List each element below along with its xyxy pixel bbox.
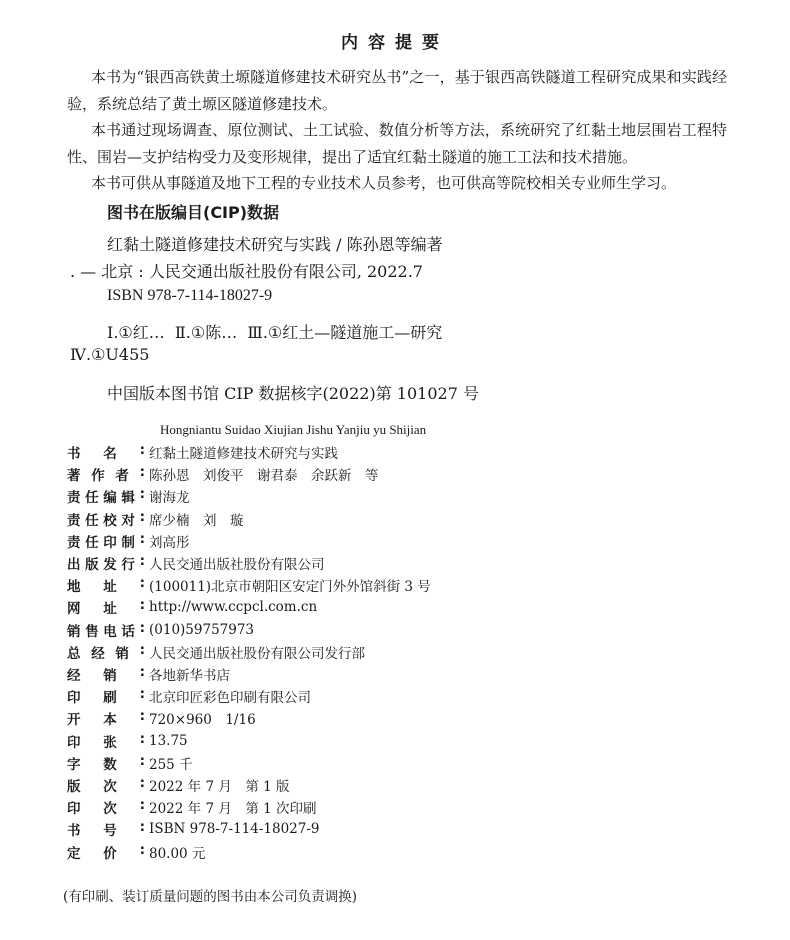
info-label <box>67 842 145 862</box>
info-row <box>67 707 256 729</box>
label-char: 刷 <box>103 690 117 707</box>
label-char: 张 <box>103 734 117 751</box>
info-label <box>67 509 145 529</box>
label-char: 责 <box>67 534 81 551</box>
summary-paragraph: 本书可供从事隧道及地下工程的专业技术人员参考，也可供高等院校相关专业师生学习。 <box>91 174 677 192</box>
label-char: 字 <box>67 756 81 773</box>
label-char: 任 <box>85 490 99 507</box>
cip-classification-line: Ⅳ.①U455 <box>70 345 150 364</box>
info-value: 13.75 <box>149 732 188 749</box>
label-char: 销 <box>67 623 81 640</box>
info-label <box>67 597 145 617</box>
label-char: 名 <box>103 446 117 462</box>
info-row <box>67 530 190 552</box>
info-value: 各地新华书店 <box>149 668 230 684</box>
label-char: 本 <box>103 712 117 729</box>
label-char: 销 <box>103 668 117 684</box>
info-row <box>67 730 188 752</box>
label-char: 价 <box>103 845 117 862</box>
info-label <box>67 575 145 595</box>
info-row <box>67 485 190 507</box>
label-char: 校 <box>103 512 117 529</box>
info-value: 720×960 1/16 <box>149 712 256 729</box>
label-colon: : <box>139 730 145 747</box>
label-colon: : <box>139 686 145 703</box>
info-label <box>67 620 145 640</box>
info-label <box>67 486 145 506</box>
label-char: 经 <box>67 668 81 684</box>
info-label <box>67 686 145 706</box>
label-char: 定 <box>67 845 81 862</box>
label-char: 任 <box>85 512 99 529</box>
info-label <box>67 731 145 751</box>
info-label <box>67 531 145 551</box>
label-char: 著 <box>67 468 81 485</box>
info-label <box>67 442 145 462</box>
info-row <box>67 641 365 663</box>
label-char: 发 <box>103 557 117 573</box>
info-value: 红黏土隧道修建技术研究与实践 <box>149 446 338 462</box>
label-colon: : <box>139 530 145 547</box>
label-char: 电 <box>103 623 117 640</box>
cip-record-number: 中国版本图书馆 CIP 数据核字(2022)第 101027 号 <box>107 384 479 403</box>
info-row <box>67 508 244 530</box>
info-label <box>67 664 145 684</box>
label-char: 版 <box>85 557 99 573</box>
label-char: 次 <box>103 779 117 795</box>
info-label <box>67 553 145 573</box>
info-row <box>67 596 317 618</box>
info-label <box>67 775 145 795</box>
info-value: 人民交通出版社股份有限公司发行部 <box>149 645 365 662</box>
label-char: 址 <box>103 579 117 596</box>
cip-isbn-line: ISBN 978-7-114-18027-9 <box>107 287 273 304</box>
label-char: 次 <box>103 801 117 818</box>
label-colon: : <box>139 752 145 769</box>
label-colon: : <box>139 575 145 592</box>
label-char: 任 <box>85 534 99 551</box>
label-colon: : <box>139 508 145 525</box>
cip-classification-line: Ⅰ.①红… Ⅱ.①陈… Ⅲ.①红土—隧道施工—研究 <box>107 323 443 342</box>
info-value: 人民交通出版社股份有限公司 <box>149 557 325 573</box>
label-char: 者 <box>115 468 129 485</box>
label-char: 印 <box>67 690 81 707</box>
info-value: ISBN 978-7-114-18027-9 <box>149 821 320 838</box>
label-char: 辑 <box>121 490 135 507</box>
return-note: (有印刷、装订质量问题的图书由本公司负责调换) <box>63 889 358 905</box>
label-char: 号 <box>103 823 117 840</box>
info-label <box>67 464 145 484</box>
label-colon: : <box>139 553 145 569</box>
label-char: 网 <box>67 601 81 618</box>
label-char: 编 <box>103 490 117 507</box>
label-char: 对 <box>121 512 135 529</box>
info-row <box>67 818 320 840</box>
info-value: 谢海龙 <box>149 490 190 507</box>
info-row <box>67 685 311 707</box>
cip-publisher-line: . — 北京 : 人民交通出版社股份有限公司, 2022.7 <box>70 262 423 281</box>
summary-paragraph: 本书通过现场调查、原位测试、土工试验、数值分析等方法，系统研究了红黏土地层围岩工程特性、围岩—支护结构受力及变形规律，提出了适宜红黏土隧道的施工工法和技术措施。 <box>67 121 727 166</box>
label-colon: : <box>139 464 145 481</box>
label-colon: : <box>139 841 145 858</box>
info-row <box>67 574 431 596</box>
label-char: 销 <box>115 645 129 662</box>
label-char: 地 <box>67 579 81 596</box>
info-value: 80.00 元 <box>149 845 206 862</box>
label-colon: : <box>139 664 145 680</box>
label-char: 行 <box>121 557 135 573</box>
info-row <box>67 752 193 774</box>
label-char: 数 <box>103 756 117 773</box>
label-colon: : <box>139 819 145 836</box>
info-value: 2022 年 7 月 第 1 次印刷 <box>149 801 317 818</box>
pinyin-title: Hongniantu Suidao Xiujian Jishu Yanjiu yu Shijian <box>160 422 427 437</box>
label-char: 作 <box>91 468 105 485</box>
label-colon: : <box>139 641 145 658</box>
label-colon: : <box>139 708 145 725</box>
info-value: 刘高彤 <box>149 534 190 551</box>
info-row <box>67 796 317 818</box>
info-value: 北京印匠彩色印刷有限公司 <box>149 690 311 707</box>
info-label <box>67 708 145 728</box>
label-char: 印 <box>103 534 117 551</box>
info-label <box>67 642 145 662</box>
label-colon: : <box>139 597 145 614</box>
label-char: 书 <box>67 446 81 462</box>
info-row <box>67 774 290 796</box>
info-row <box>67 463 379 485</box>
info-value: 陈孙恩 刘俊平 谢君泰 余跃新 等 <box>149 468 379 485</box>
label-colon: : <box>139 797 145 814</box>
label-colon: : <box>139 775 145 791</box>
info-value: http://www.ccpcl.com.cn <box>149 599 318 616</box>
label-colon: : <box>139 442 145 458</box>
label-char: 总 <box>67 645 81 662</box>
info-label <box>67 797 145 817</box>
info-row <box>67 552 325 574</box>
info-row <box>67 619 254 641</box>
summary-paragraph: 本书为“银西高铁黄土塬隧道修建技术研究丛书”之一，基于银西高铁隧道工程研究成果和实践经验，系统总结了黄土塬区隧道修建技术。 <box>67 68 727 113</box>
info-label <box>67 819 145 839</box>
label-char: 制 <box>121 534 135 551</box>
label-char: 责 <box>67 512 81 529</box>
label-char: 书 <box>67 823 81 840</box>
label-char: 版 <box>67 779 81 795</box>
label-colon: : <box>139 619 145 636</box>
info-value: (100011)北京市朝阳区安定门外外馆斜街 3 号 <box>149 579 431 596</box>
info-value: 2022 年 7 月 第 1 版 <box>149 779 290 795</box>
info-value: 席少楠 刘 璇 <box>149 512 244 529</box>
label-char: 开 <box>67 712 81 729</box>
page-title: 内容提要 <box>341 33 449 53</box>
label-char: 印 <box>67 801 81 818</box>
label-char: 印 <box>67 734 81 751</box>
label-char: 址 <box>103 601 117 618</box>
info-row <box>67 663 230 685</box>
info-value: (010)59757973 <box>149 621 255 638</box>
info-value: 255 千 <box>149 756 193 773</box>
label-char: 出 <box>67 557 81 573</box>
cip-heading: 图书在版编目(CIP)数据 <box>107 203 280 222</box>
label-char: 责 <box>67 490 81 507</box>
cip-title-line: 红黏土隧道修建技术研究与实践 / 陈孙恩等编著 <box>107 235 443 254</box>
info-row <box>67 441 338 463</box>
info-label <box>67 753 145 773</box>
info-row <box>67 841 205 863</box>
label-char: 售 <box>85 623 99 640</box>
label-colon: : <box>139 486 145 503</box>
label-char: 经 <box>91 645 105 662</box>
label-char: 话 <box>121 623 135 640</box>
